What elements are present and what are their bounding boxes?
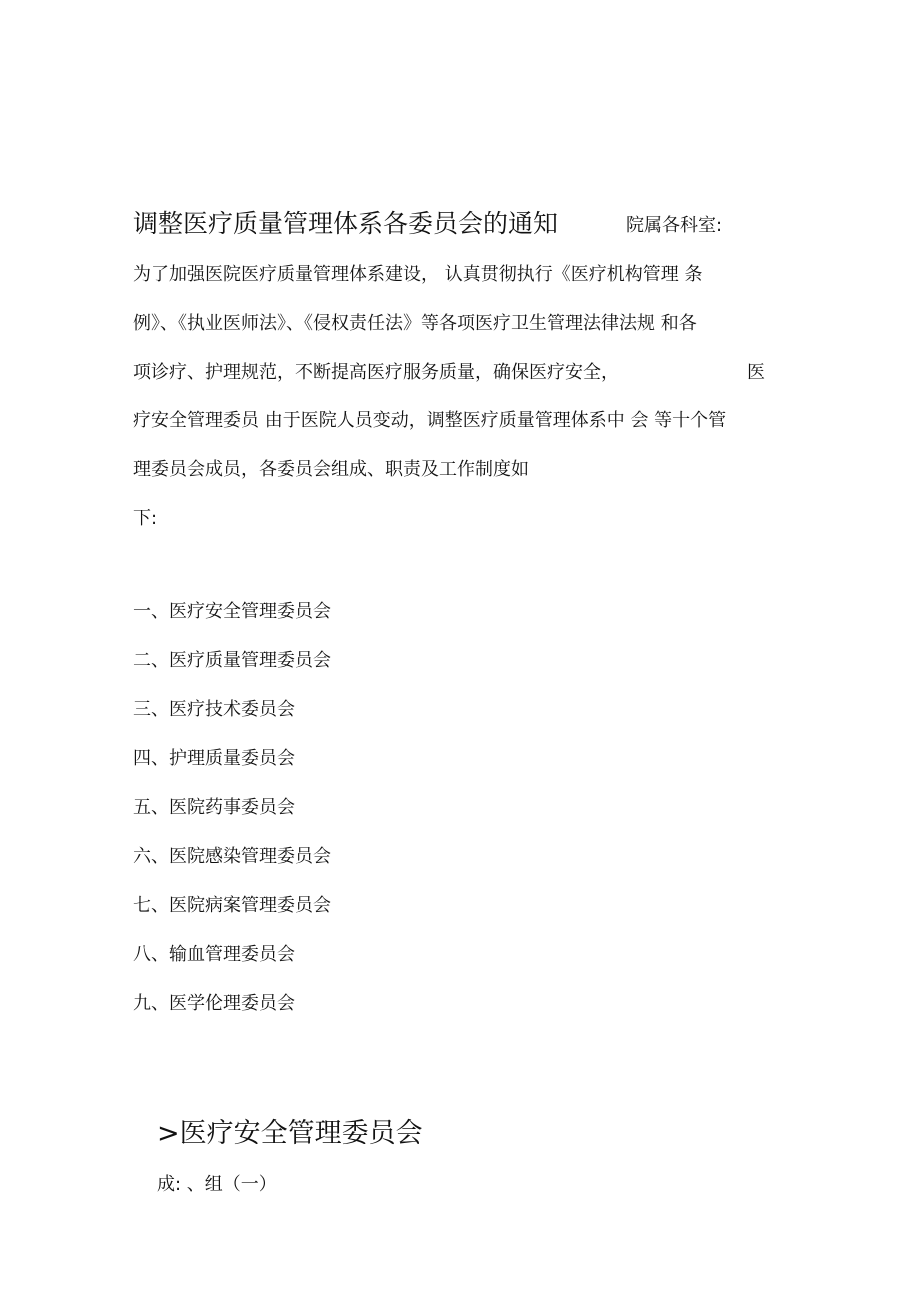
section-subline: 成: 、组（一） (157, 1174, 277, 1195)
addressee: 院属各科室: (626, 215, 723, 236)
list-item: 四、护理质量委员会 (133, 748, 295, 769)
body-line-fragment: 医 (747, 362, 765, 383)
section-heading: >医疗安全管理委员会 (157, 1118, 423, 1149)
body-line: 理委员会成员，各委员会组成、职责及工作制度如 (133, 459, 529, 480)
list-item: 二、医疗质量管理委员会 (133, 650, 331, 671)
body-line: 为了加强医院医疗质量管理体系建设， 认真贯彻执行《医疗机构管理 条 (133, 264, 703, 285)
body-line: 例》、《执业医师法》、《侵权责任法》等各项医疗卫生管理法律法规 和各 (133, 313, 697, 334)
list-item: 六、医院感染管理委员会 (133, 846, 331, 867)
body-line: 项诊疗、护理规范，不断提高医疗服务质量，确保医疗安全， (133, 362, 619, 383)
body-line: 疗安全管理委员 由于医院人员变动，调整医疗质量管理体系中 会 等十个管 (133, 410, 727, 431)
document-title: 调整医疗质量管理体系各委员会的通知 (133, 209, 559, 238)
list-item: 五、医院药事委员会 (133, 797, 295, 818)
list-item: 九、医学伦理委员会 (133, 993, 295, 1014)
body-line: 下: (133, 508, 158, 529)
list-item: 八、输血管理委员会 (133, 944, 295, 965)
list-item: 三、医疗技术委员会 (133, 699, 295, 720)
list-item: 七、医院病案管理委员会 (133, 895, 331, 916)
list-item: 一、医疗安全管理委员会 (133, 601, 331, 622)
